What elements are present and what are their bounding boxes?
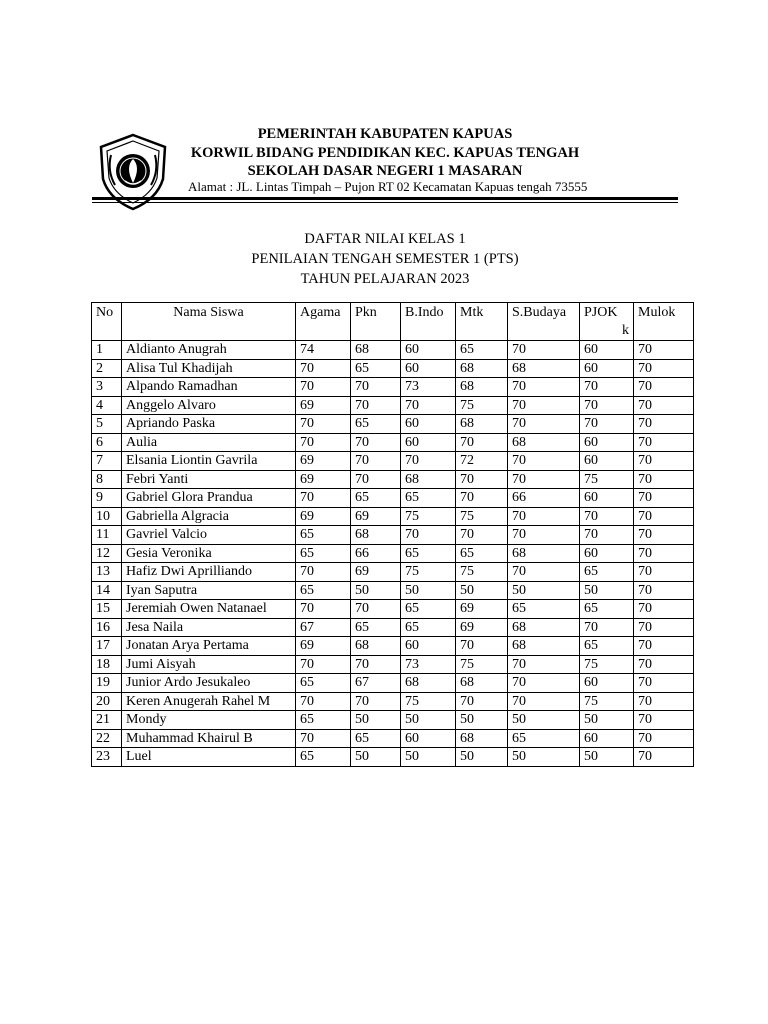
score-pjok: 70 — [580, 378, 634, 397]
score-mtk: 50 — [456, 748, 508, 767]
score-mtk: 70 — [456, 470, 508, 489]
student-name: Gabriel Glora Prandua — [122, 489, 296, 508]
table-row — [92, 433, 694, 452]
score-pjok: 75 — [580, 692, 634, 711]
score-bindo: 60 — [401, 359, 456, 378]
score-sbudaya: 68 — [508, 618, 580, 637]
document-subtitle: PENILAIAN TENGAH SEMESTER 1 (PTS) — [251, 251, 519, 267]
school-name: SEKOLAH DASAR NEGERI 1 MASARAN — [247, 163, 523, 179]
score-pjok: 65 — [580, 637, 634, 656]
row-number: 9 — [92, 489, 122, 508]
score-pjok: 60 — [580, 544, 634, 563]
score-pjok: 70 — [580, 396, 634, 415]
score-mtk: 75 — [456, 563, 508, 582]
header-pjok — [580, 303, 634, 341]
student-name: Aulia — [122, 433, 296, 452]
score-bindo: 60 — [401, 415, 456, 434]
table-row — [92, 415, 694, 434]
score-mtk: 75 — [456, 396, 508, 415]
table-row — [92, 526, 694, 545]
student-name: Muhammad Khairul B — [122, 729, 296, 748]
score-bindo: 73 — [401, 655, 456, 674]
student-name: Gavriel Valcio — [122, 526, 296, 545]
score-mulok: 70 — [634, 544, 694, 563]
score-mulok: 70 — [634, 692, 694, 711]
table-row — [92, 600, 694, 619]
score-pkn: 68 — [351, 526, 401, 545]
score-pjok: 60 — [580, 433, 634, 452]
student-name: Gabriella Algracia — [122, 507, 296, 526]
score-mulok: 70 — [634, 711, 694, 730]
score-sbudaya: 50 — [508, 581, 580, 600]
table-row — [92, 618, 694, 637]
score-mulok: 70 — [634, 748, 694, 767]
score-pjok: 70 — [580, 618, 634, 637]
academic-year: TAHUN PELAJARAN 2023 — [300, 271, 470, 287]
student-name: Jeremiah Owen Natanael — [122, 600, 296, 619]
score-sbudaya: 70 — [508, 341, 580, 360]
score-sbudaya: 66 — [508, 489, 580, 508]
table-row — [92, 729, 694, 748]
score-pkn: 66 — [351, 544, 401, 563]
table-row — [92, 378, 694, 397]
score-pkn: 50 — [351, 711, 401, 730]
score-pkn: 50 — [351, 748, 401, 767]
score-agama: 65 — [296, 526, 351, 545]
score-pjok: 60 — [580, 452, 634, 471]
score-agama: 69 — [296, 637, 351, 656]
score-bindo: 75 — [401, 507, 456, 526]
score-mulok: 70 — [634, 618, 694, 637]
header-mulok: Mulok — [634, 303, 694, 341]
score-agama: 69 — [296, 396, 351, 415]
score-agama: 67 — [296, 618, 351, 637]
score-agama: 70 — [296, 378, 351, 397]
score-pjok: 60 — [580, 341, 634, 360]
row-number: 23 — [92, 748, 122, 767]
row-number: 20 — [92, 692, 122, 711]
score-bindo: 70 — [401, 526, 456, 545]
header-bindo: B.Indo — [401, 303, 456, 341]
score-bindo: 75 — [401, 692, 456, 711]
header-agama: Agama — [296, 303, 351, 341]
score-bindo: 60 — [401, 433, 456, 452]
row-number: 18 — [92, 655, 122, 674]
score-bindo: 65 — [401, 600, 456, 619]
score-mulok: 70 — [634, 600, 694, 619]
score-bindo: 68 — [401, 674, 456, 693]
score-mtk: 68 — [456, 378, 508, 397]
score-sbudaya: 70 — [508, 526, 580, 545]
score-mulok: 70 — [634, 341, 694, 360]
score-bindo: 70 — [401, 452, 456, 471]
row-number: 2 — [92, 359, 122, 378]
score-bindo: 60 — [401, 637, 456, 656]
score-mulok: 70 — [634, 563, 694, 582]
score-pkn: 67 — [351, 674, 401, 693]
table-row — [92, 637, 694, 656]
letterhead-divider-thin — [92, 202, 678, 203]
score-agama: 69 — [296, 452, 351, 471]
score-sbudaya: 68 — [508, 433, 580, 452]
score-mulok: 70 — [634, 729, 694, 748]
score-mtk: 68 — [456, 359, 508, 378]
government-name: PEMERINTAH KABUPATEN KAPUAS — [257, 126, 513, 142]
row-number: 1 — [92, 341, 122, 360]
score-bindo: 50 — [401, 748, 456, 767]
score-bindo: 73 — [401, 378, 456, 397]
score-mtk: 72 — [456, 452, 508, 471]
score-mulok: 70 — [634, 396, 694, 415]
score-agama: 70 — [296, 655, 351, 674]
score-bindo: 68 — [401, 470, 456, 489]
student-name: Junior Ardo Jesukaleo — [122, 674, 296, 693]
score-mtk: 69 — [456, 618, 508, 637]
score-pkn: 70 — [351, 692, 401, 711]
row-number: 16 — [92, 618, 122, 637]
student-name: Gesia Veronika — [122, 544, 296, 563]
score-pkn: 65 — [351, 489, 401, 508]
score-pjok: 60 — [580, 674, 634, 693]
score-pkn: 65 — [351, 359, 401, 378]
score-agama: 65 — [296, 544, 351, 563]
table-row — [92, 563, 694, 582]
score-agama: 69 — [296, 470, 351, 489]
score-pkn: 70 — [351, 600, 401, 619]
score-mtk: 70 — [456, 526, 508, 545]
score-pkn: 70 — [351, 452, 401, 471]
score-sbudaya: 70 — [508, 655, 580, 674]
score-mtk: 50 — [456, 581, 508, 600]
letterhead-divider — [92, 197, 678, 200]
score-mtk: 70 — [456, 489, 508, 508]
score-pkn: 65 — [351, 729, 401, 748]
score-pjok: 65 — [580, 600, 634, 619]
score-pkn: 50 — [351, 581, 401, 600]
header-pkn: Pkn — [351, 303, 401, 341]
score-sbudaya: 70 — [508, 507, 580, 526]
score-pkn: 69 — [351, 507, 401, 526]
score-agama: 70 — [296, 359, 351, 378]
row-number: 3 — [92, 378, 122, 397]
score-agama: 70 — [296, 433, 351, 452]
table-row — [92, 674, 694, 693]
score-pjok: 70 — [580, 415, 634, 434]
score-mulok: 70 — [634, 637, 694, 656]
table-row — [92, 581, 694, 600]
score-pjok: 60 — [580, 729, 634, 748]
row-number: 12 — [92, 544, 122, 563]
score-pkn: 70 — [351, 433, 401, 452]
student-name: Mondy — [122, 711, 296, 730]
score-bindo: 70 — [401, 396, 456, 415]
score-mulok: 70 — [634, 507, 694, 526]
row-number: 13 — [92, 563, 122, 582]
score-agama: 70 — [296, 692, 351, 711]
score-mtk: 65 — [456, 341, 508, 360]
score-agama: 70 — [296, 563, 351, 582]
score-pjok: 65 — [580, 563, 634, 582]
score-bindo: 65 — [401, 489, 456, 508]
score-mtk: 70 — [456, 692, 508, 711]
table-row — [92, 655, 694, 674]
score-sbudaya: 68 — [508, 544, 580, 563]
score-sbudaya: 70 — [508, 378, 580, 397]
score-pjok: 60 — [580, 489, 634, 508]
row-number: 11 — [92, 526, 122, 545]
row-number: 19 — [92, 674, 122, 693]
score-sbudaya: 70 — [508, 396, 580, 415]
school-address: Alamat : JL. Lintas Timpah – Pujon RT 02 Kecamatan Kapuas tengah 73555 — [188, 179, 588, 194]
header-mtk: Mtk — [456, 303, 508, 341]
table-row — [92, 489, 694, 508]
score-sbudaya: 70 — [508, 674, 580, 693]
score-mulok: 70 — [634, 378, 694, 397]
score-bindo: 60 — [401, 729, 456, 748]
table-row — [92, 711, 694, 730]
score-mulok: 70 — [634, 674, 694, 693]
score-mtk: 68 — [456, 729, 508, 748]
table-row — [92, 748, 694, 767]
student-name: Alisa Tul Khadijah — [122, 359, 296, 378]
score-mtk: 68 — [456, 415, 508, 434]
score-pjok: 60 — [580, 359, 634, 378]
header-nama-siswa: Nama Siswa — [122, 303, 296, 341]
header-pjok-wrap: k — [622, 323, 629, 338]
score-pjok: 70 — [580, 526, 634, 545]
header-pjok-label: PJOK — [584, 305, 618, 320]
score-mtk: 68 — [456, 674, 508, 693]
score-mtk: 65 — [456, 544, 508, 563]
score-sbudaya: 70 — [508, 452, 580, 471]
student-name: Apriando Paska — [122, 415, 296, 434]
row-number: 10 — [92, 507, 122, 526]
score-bindo: 75 — [401, 563, 456, 582]
row-number: 17 — [92, 637, 122, 656]
score-agama: 70 — [296, 729, 351, 748]
score-sbudaya: 65 — [508, 600, 580, 619]
score-pjok: 75 — [580, 470, 634, 489]
office-name: KORWIL BIDANG PENDIDIKAN KEC. KAPUAS TENGAH — [190, 145, 580, 161]
score-bindo: 50 — [401, 711, 456, 730]
row-number: 22 — [92, 729, 122, 748]
score-mtk: 69 — [456, 600, 508, 619]
student-name: Iyan Saputra — [122, 581, 296, 600]
score-mulok: 70 — [634, 433, 694, 452]
score-agama: 69 — [296, 507, 351, 526]
score-agama: 74 — [296, 341, 351, 360]
score-mulok: 70 — [634, 489, 694, 508]
table-row — [92, 452, 694, 471]
table-row — [92, 544, 694, 563]
score-agama: 65 — [296, 748, 351, 767]
student-name: Jumi Aisyah — [122, 655, 296, 674]
score-pkn: 70 — [351, 396, 401, 415]
row-number: 6 — [92, 433, 122, 452]
score-sbudaya: 70 — [508, 563, 580, 582]
score-mtk: 75 — [456, 655, 508, 674]
table-row — [92, 341, 694, 360]
score-pkn: 65 — [351, 415, 401, 434]
score-sbudaya: 68 — [508, 359, 580, 378]
score-sbudaya: 50 — [508, 748, 580, 767]
student-name: Keren Anugerah Rahel M — [122, 692, 296, 711]
score-pkn: 68 — [351, 341, 401, 360]
student-name: Jesa Naila — [122, 618, 296, 637]
score-sbudaya: 50 — [508, 711, 580, 730]
student-name: Alpando Ramadhan — [122, 378, 296, 397]
score-agama: 65 — [296, 711, 351, 730]
student-name: Jonatan Arya Pertama — [122, 637, 296, 656]
score-sbudaya: 70 — [508, 692, 580, 711]
score-mulok: 70 — [634, 655, 694, 674]
score-mulok: 70 — [634, 415, 694, 434]
row-number: 21 — [92, 711, 122, 730]
score-agama: 65 — [296, 674, 351, 693]
score-sbudaya: 70 — [508, 415, 580, 434]
row-number: 4 — [92, 396, 122, 415]
score-mulok: 70 — [634, 581, 694, 600]
table-row — [92, 470, 694, 489]
score-bindo: 65 — [401, 544, 456, 563]
score-mulok: 70 — [634, 526, 694, 545]
score-mtk: 50 — [456, 711, 508, 730]
student-name: Aldianto Anugrah — [122, 341, 296, 360]
row-number: 14 — [92, 581, 122, 600]
score-pjok: 70 — [580, 507, 634, 526]
score-pkn: 70 — [351, 378, 401, 397]
score-mtk: 75 — [456, 507, 508, 526]
student-name: Hafiz Dwi Aprilliando — [122, 563, 296, 582]
score-pkn: 68 — [351, 637, 401, 656]
score-mulok: 70 — [634, 452, 694, 471]
score-agama: 70 — [296, 600, 351, 619]
table-row — [92, 692, 694, 711]
grades-table — [91, 302, 694, 767]
table-header-row — [92, 303, 694, 341]
score-pjok: 75 — [580, 655, 634, 674]
score-pkn: 69 — [351, 563, 401, 582]
score-bindo: 50 — [401, 581, 456, 600]
score-pjok: 50 — [580, 581, 634, 600]
score-agama: 65 — [296, 581, 351, 600]
header-sbudaya: S.Budaya — [508, 303, 580, 341]
score-mtk: 70 — [456, 433, 508, 452]
row-number: 15 — [92, 600, 122, 619]
table-row — [92, 359, 694, 378]
header-no: No — [92, 303, 122, 341]
score-pjok: 50 — [580, 748, 634, 767]
student-name: Febri Yanti — [122, 470, 296, 489]
score-mulok: 70 — [634, 359, 694, 378]
score-bindo: 60 — [401, 341, 456, 360]
score-agama: 70 — [296, 415, 351, 434]
table-row — [92, 507, 694, 526]
student-name: Luel — [122, 748, 296, 767]
score-sbudaya: 65 — [508, 729, 580, 748]
row-number: 8 — [92, 470, 122, 489]
score-sbudaya: 68 — [508, 637, 580, 656]
score-pkn: 70 — [351, 470, 401, 489]
score-sbudaya: 70 — [508, 470, 580, 489]
score-mtk: 70 — [456, 637, 508, 656]
score-pkn: 65 — [351, 618, 401, 637]
score-agama: 70 — [296, 489, 351, 508]
score-pjok: 50 — [580, 711, 634, 730]
score-bindo: 65 — [401, 618, 456, 637]
score-mulok: 70 — [634, 470, 694, 489]
row-number: 7 — [92, 452, 122, 471]
table-row — [92, 396, 694, 415]
student-name: Elsania Liontin Gavrila — [122, 452, 296, 471]
row-number: 5 — [92, 415, 122, 434]
student-name: Anggelo Alvaro — [122, 396, 296, 415]
document-title: DAFTAR NILAI KELAS 1 — [304, 231, 466, 247]
score-pkn: 70 — [351, 655, 401, 674]
